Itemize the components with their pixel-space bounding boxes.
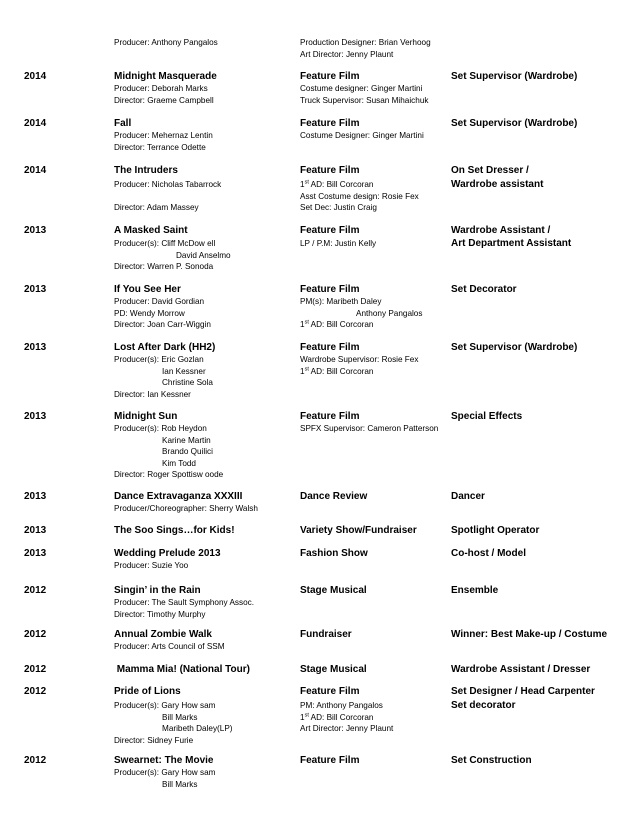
credit-type: Feature Film [300,71,360,82]
credit-type: Feature Film [300,411,360,422]
credit-type: Dance Review [300,491,368,502]
credit-title: Dance Extravaganza XXXIII [114,491,243,502]
detail-line [114,191,294,203]
detail-line: 1st AD: Bill Corcoran [300,711,374,722]
detail-line: Art Director: Jenny Plaunt [300,724,394,733]
credit-year: 2013 [24,548,47,559]
credit-year: 2013 [24,525,47,536]
detail-line: SPFX Supervisor: Cameron Patterson [300,424,439,433]
type-details [300,342,448,377]
credit-role: Special Effects [451,411,523,422]
detail-line: Production Designer: Brian Verhoog [300,38,431,47]
credit-details [114,37,294,49]
type-details [300,284,448,331]
detail-line: Kim Todd [162,458,196,468]
credit-year: 2014 [24,71,47,82]
detail-line: Producer(s): Gary How sam [114,768,216,777]
detail-line: Producer: Anthony Pangalos [114,38,218,47]
detail-line: Producer: Deborah Marks [114,84,208,93]
detail-line: Bill Marks [162,712,198,722]
credit-year: 2013 [24,284,47,295]
credit-type: Fashion Show [300,548,368,559]
detail-line: Producer: The Sault Symphony Assoc. [114,598,255,607]
credit-year: 2012 [24,686,47,697]
credit-type: Feature Film [300,686,360,697]
credit-year: 2013 [24,342,47,353]
credit-title: Singin’ in the Rain [114,585,201,596]
detail-line: Asst Costume design: Rosie Fex [300,191,419,201]
detail-line: Costume designer: Ginger Martini [300,84,423,93]
detail-line: Producer: Arts Council of SSM [114,642,225,651]
detail-line: LP / P.M: Justin Kelly [300,239,377,248]
credit-role: Winner: Best Make-up / Costume [451,629,608,640]
credit-type: Feature Film [300,342,360,353]
credit-role: Ensemble [451,585,499,596]
credit-role: Set Designer / Head Carpenter Set decorator [451,686,595,711]
credit-type: Feature Film [300,165,360,176]
credit-role: Set Decorator [451,284,517,295]
credit-role: Co-host / Model [451,548,526,559]
credit-details [114,225,294,273]
credit-year: 2013 [24,491,47,502]
detail-line: Director: Ian Kessner [114,389,191,399]
credit-details [114,342,294,400]
credit-year: 2012 [24,755,47,766]
detail-line: Director: Warren P. Sonoda [114,262,214,271]
credit-year: 2012 [24,629,47,640]
type-details [300,37,448,60]
credit-title: The Intruders [114,165,178,176]
detail-line: Producer: Mehernaz Lentin [114,131,213,140]
credit-role: On Set Dresser / Wardrobe assistant [451,165,544,190]
credit-type: Feature Film [300,225,360,236]
detail-line: Director: Adam Massey [114,203,199,212]
credit-title: The Soo Sings…for Kids! [114,525,235,536]
credit-year: 2014 [24,118,47,129]
credit-type: Stage Musical [300,585,367,596]
credit-title: Midnight Sun [114,411,178,422]
credit-details [114,585,294,620]
detail-line: Costume Designer: Ginger Martini [300,131,424,140]
credit-year: 2013 [24,411,47,422]
detail-line: Producer: Suzie Yoo [114,561,189,570]
type-details [300,71,448,106]
detail-line: Wardrobe Supervisor: Rosie Fex [300,355,419,364]
detail-line: Director: Roger Spottisw oode [114,470,224,479]
credit-details [114,548,294,572]
credit-title: Swearnet: The Movie [114,755,214,766]
detail-line: Bill Marks [162,779,198,789]
detail-line: 1st AD: Bill Corcoran [300,365,374,376]
credit-details [114,491,294,515]
credit-title: Mamma Mia! (National Tour) [114,664,250,675]
credit-title: Annual Zombie Walk [114,629,212,640]
credit-type: Variety Show/Fundraiser [300,525,417,536]
detail-line: Director: Joan Carr-Wiggin [114,320,211,329]
credit-role: Dancer [451,491,485,502]
detail-line: Producer(s): Eric Gozlan [114,355,204,364]
detail-line: Director: Graeme Campbell [114,95,214,105]
credit-role: Set Supervisor (Wardrobe) [451,71,578,82]
detail-line: Director: Sidney Furie [114,735,194,745]
detail-line: Art Director: Jenny Plaunt [300,49,394,59]
credit-title: Midnight Masquerade [114,71,217,82]
detail-line: Producer: Nicholas Tabarrock [114,180,222,189]
detail-line: Producer: David Gordian [114,297,205,306]
type-details [300,411,448,435]
detail-line: David Anselmo [176,250,231,260]
credit-title: If You See Her [114,284,181,295]
detail-line: PM(s): Maribeth Daley [300,297,382,306]
detail-line: Truck Supervisor: Susan Mihaichuk [300,95,429,105]
credit-role: Set Supervisor (Wardrobe) [451,342,578,353]
credit-role: Wardrobe Assistant / Art Department Assistant [451,225,572,249]
credit-year: 2012 [24,664,47,675]
detail-line: 1st AD: Bill Corcoran [300,179,374,189]
credit-title: Pride of Lions [114,686,181,697]
credit-year: 2014 [24,165,47,176]
credit-type: Feature Film [300,118,360,129]
credit-role: Spotlight Operator [451,525,540,536]
type-details [300,225,448,250]
credit-title: Fall [114,118,132,129]
type-details [300,165,448,214]
credit-details [114,629,294,653]
detail-line: Set Dec: Justin Craig [300,203,377,212]
detail-line: Maribeth Daley(LP) [162,724,233,733]
type-details [300,686,448,735]
detail-line: Anthony Pangalos [356,308,423,318]
credit-role: Wardrobe Assistant / Dresser [451,664,591,675]
credit-details [114,118,294,153]
detail-line: Producer(s): Gary How sam [114,701,216,710]
credit-type: Fundraiser [300,629,352,640]
credit-title: Lost After Dark (HH2) [114,342,216,353]
credit-title: A Masked Saint [114,225,188,236]
credit-details [114,686,294,746]
detail-line: Director: Terrance Odette [114,142,206,152]
credit-type: Stage Musical [300,664,367,675]
credit-details [114,165,294,214]
credit-details [114,284,294,331]
credit-details [114,411,294,481]
credit-title: Wedding Prelude 2013 [114,548,221,559]
detail-line: Producer(s): Cliff McDow ell [114,239,216,248]
detail-line: Producer/Choreographer: Sherry Walsh [114,504,258,513]
detail-line: Brando Quilici [162,447,213,456]
detail-line: Ian Kessner [162,366,206,376]
credit-year: 2012 [24,585,47,596]
credit-type: Feature Film [300,755,360,766]
detail-line: Christine Sola [162,378,213,387]
detail-line: Producer(s): Rob Heydon [114,424,207,433]
credit-role: Set Construction [451,755,532,766]
credit-details [114,71,294,106]
type-details [300,118,448,142]
detail-line: 1st AD: Bill Corcoran [300,319,374,329]
credit-year: 2013 [24,225,47,236]
credit-role: Set Supervisor (Wardrobe) [451,118,578,129]
detail-line: PD: Wendy Morrow [114,308,185,318]
credit-type: Feature Film [300,284,360,295]
credit-details [114,755,294,790]
detail-line: Karine Martin [162,435,211,445]
detail-line: PM: Anthony Pangalos [300,701,383,710]
detail-line: Director: Timothy Murphy [114,609,206,619]
